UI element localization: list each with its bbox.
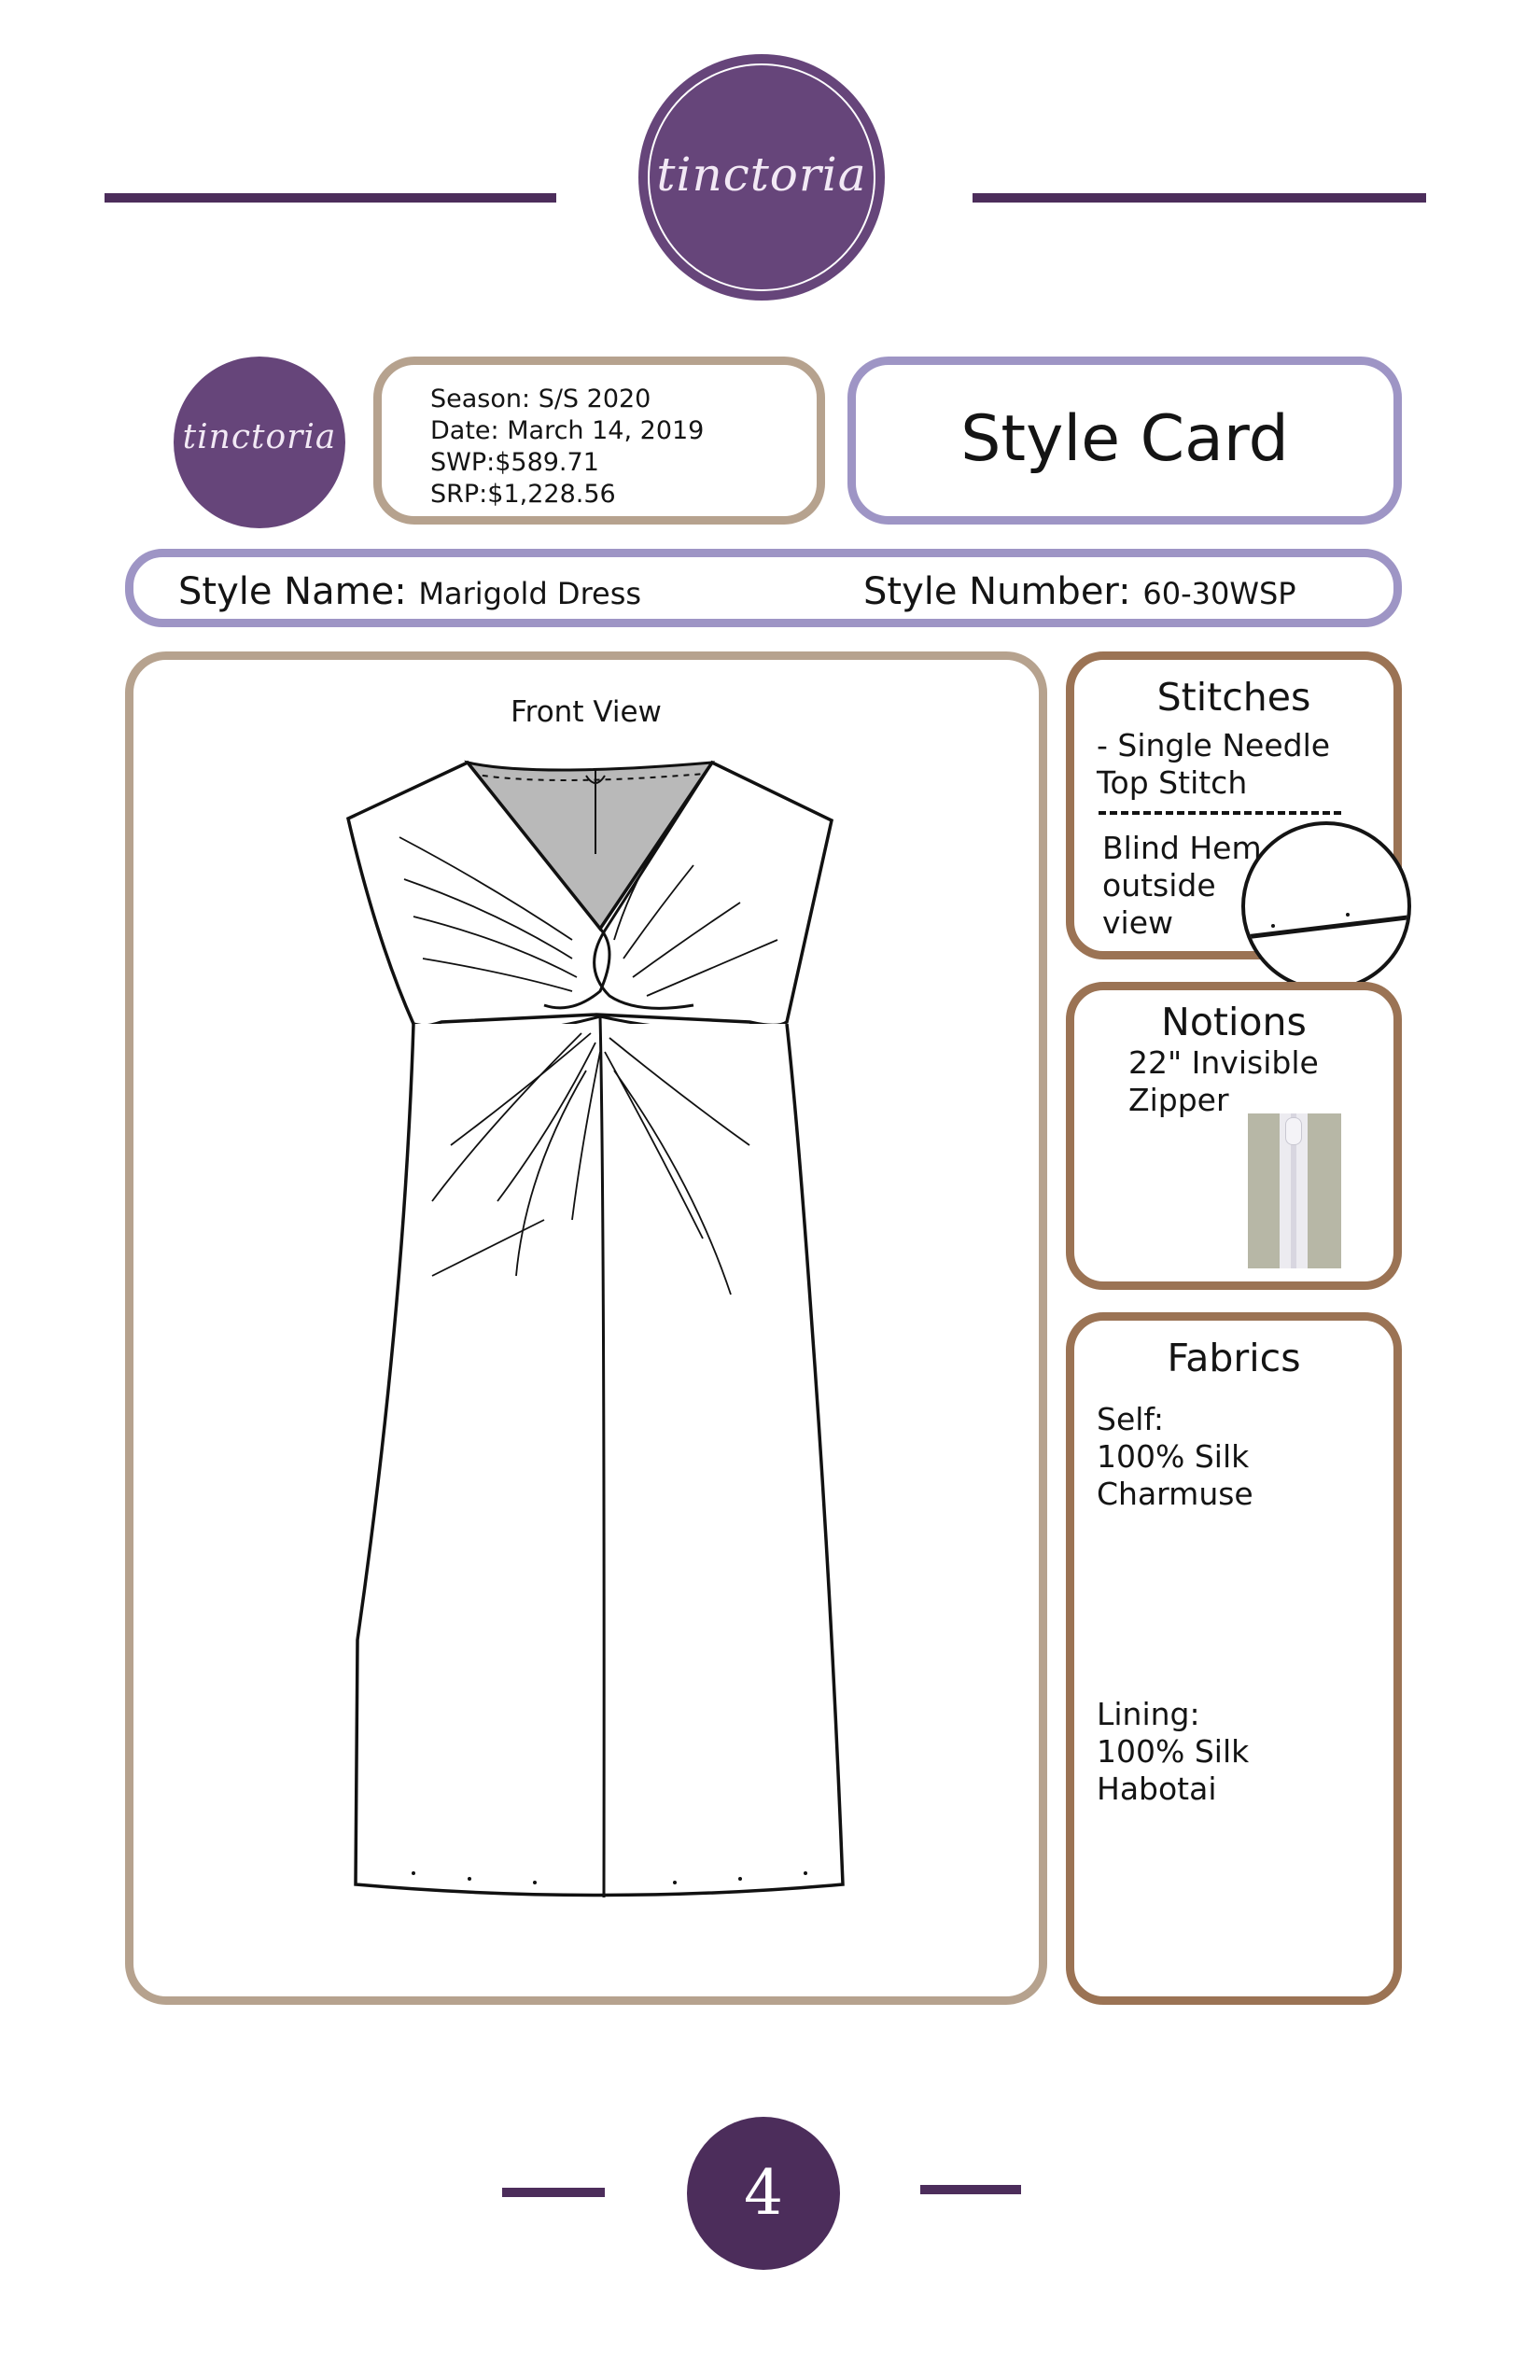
topstitch-dashed-line: [1099, 811, 1341, 815]
page-number: 4: [687, 2117, 840, 2270]
fabrics-title: Fabrics: [1167, 1336, 1301, 1380]
fabrics-self-line-2: Charmuse: [1097, 1476, 1253, 1512]
brand-logo-small-text: tinctoria: [182, 418, 337, 456]
srp-line: SRP:$1,228.56: [430, 480, 616, 509]
fabrics-lining-line-1: 100% Silk: [1097, 1733, 1250, 1770]
front-view-label: Front View: [511, 695, 662, 729]
sketch-panel: [125, 651, 1047, 2005]
skirt-outline: [356, 1024, 843, 1896]
brand-logo-large: [638, 54, 885, 301]
blind-hem-line-1: Blind Hem: [1102, 830, 1262, 866]
notions-line-1: 22" Invisible: [1128, 1044, 1319, 1081]
zipper-image: [1248, 1113, 1341, 1268]
stitches-title: Stitches: [1156, 675, 1311, 720]
style-name: Style Name: Marigold Dress: [178, 570, 642, 613]
season-line: Season: S/S 2020: [430, 385, 651, 413]
date-line: Date: March 14, 2019: [430, 416, 705, 445]
blind-hem-line-3: view: [1102, 904, 1173, 941]
season-info-box: [373, 357, 825, 525]
page-title: Style Card: [960, 402, 1289, 476]
brand-logo-text: tinctoria: [656, 147, 867, 202]
fabrics-panel: [1066, 1312, 1402, 2005]
footer-rule-right: [920, 2185, 1021, 2194]
style-name-row: [125, 549, 1402, 627]
style-card-title-box: [847, 357, 1402, 525]
style-number: Style Number: 60-30WSP: [863, 570, 1296, 613]
header-rule-left: [105, 193, 556, 203]
notions-line-2: Zipper: [1128, 1082, 1229, 1118]
dress-front-sketch: [133, 660, 1039, 1996]
fabrics-lining-label: Lining:: [1097, 1696, 1200, 1732]
brand-logo-small: [174, 357, 345, 528]
fabrics-self-line-1: 100% Silk: [1097, 1438, 1250, 1475]
footer-rule-left: [502, 2188, 605, 2197]
swp-line: SWP:$589.71: [430, 448, 599, 477]
blind-hem-line-2: outside: [1102, 867, 1216, 903]
notions-title: Notions: [1161, 1000, 1307, 1044]
header-rule-right: [973, 193, 1426, 203]
blind-hem-detail: [1241, 821, 1411, 991]
fabrics-self-label: Self:: [1097, 1401, 1164, 1437]
notions-panel: [1066, 982, 1402, 1290]
fabrics-lining-line-2: Habotai: [1097, 1771, 1217, 1807]
stitches-line-2: Top Stitch: [1097, 764, 1248, 801]
stitches-line-1: - Single Needle: [1097, 727, 1331, 763]
